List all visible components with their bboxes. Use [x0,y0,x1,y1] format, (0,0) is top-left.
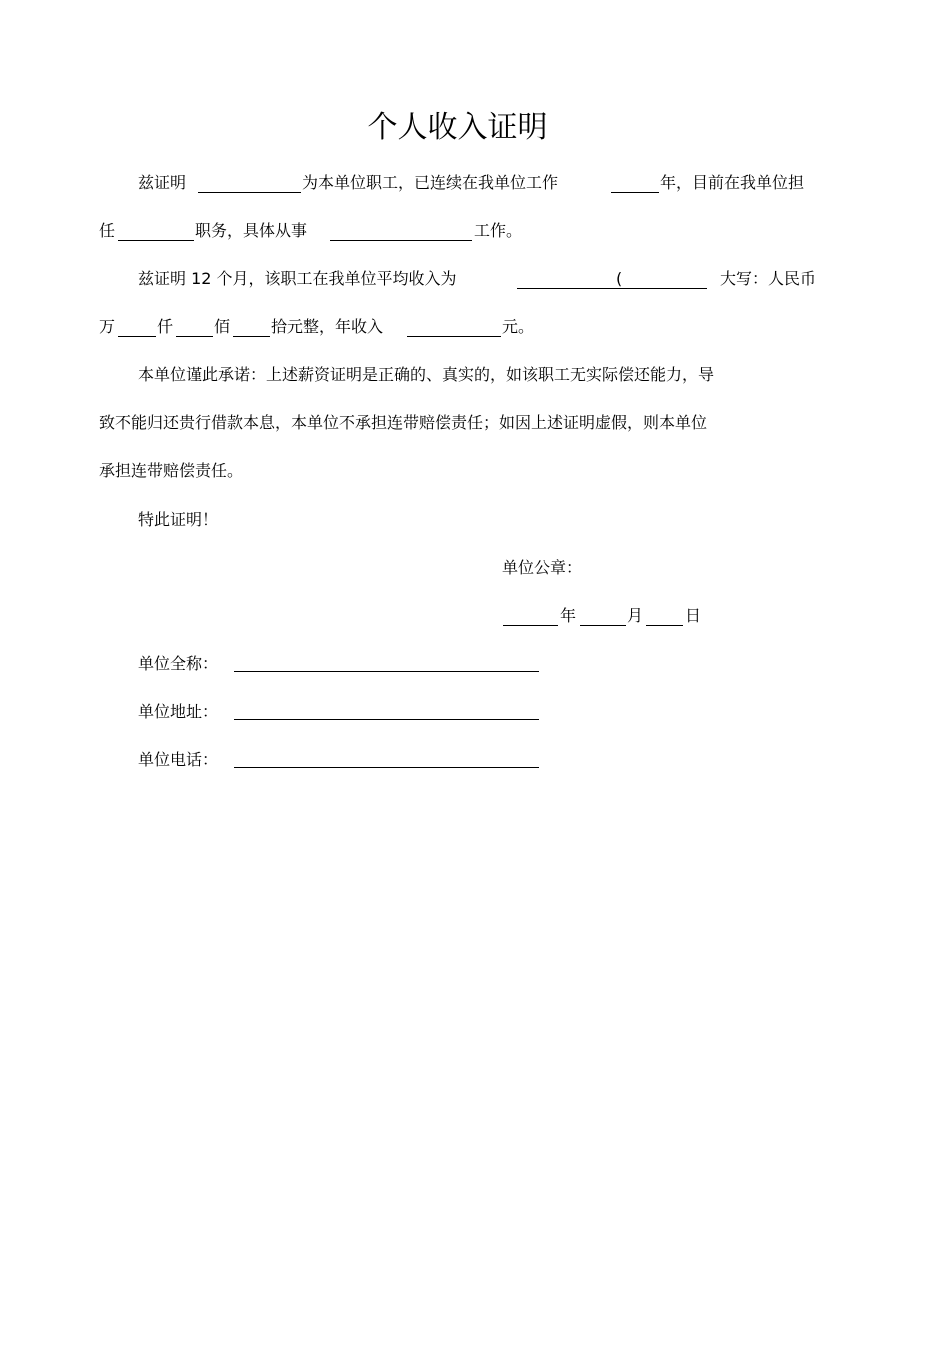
para3-line-3: 承担连带赔偿责任。 [99,461,244,480]
job-duty-blank[interactable] [330,240,472,241]
para2-bai: 佰 [214,317,231,336]
company-address-label: 单位地址： [138,702,219,721]
company-phone-blank[interactable] [234,767,539,768]
annual-income-blank[interactable] [407,336,501,337]
closing-text: 特此证明！ [138,510,219,529]
para2-text-1: 兹证明 12 个月，该职工在我单位平均收入为 [138,269,457,288]
wan-blank[interactable] [118,336,156,337]
company-name-label: 单位全称： [138,654,219,673]
years-worked-blank[interactable] [611,192,659,193]
company-address-blank[interactable] [234,719,539,720]
date-day-label: 日 [685,606,702,625]
para1-text-4: 任 [99,221,116,240]
para3-line-2: 致不能归还贵行借款本息，本单位不承担连带赔偿责任；如因上述证明虚假，则本单位 [99,413,708,432]
date-year-label: 年 [560,606,577,625]
para1-text-3: 年，目前在我单位担 [660,173,805,192]
para1-text-5: 职务，具体从事 [195,221,308,240]
para3-line-1: 本单位谨此承诺：上述薪资证明是正确的、真实的，如该职工无实际偿还能力，导 [138,365,715,384]
para1-text-1: 兹证明 [138,173,187,192]
para2-wan: 万 [99,317,116,336]
company-phone-label: 单位电话： [138,750,219,769]
date-month-blank[interactable] [580,625,626,626]
company-name-blank[interactable] [234,671,539,672]
para2-shi: 拾元整，年收入 [271,317,384,336]
document-title: 个人收入证明 [367,110,548,145]
para1-text-2: 为本单位职工，已连续在我单位工作 [302,173,559,192]
para2-text-2: 大写：人民币 [720,269,817,288]
para2-yuan: 元。 [502,317,535,336]
bai-blank[interactable] [233,336,270,337]
monthly-income-blank[interactable] [517,288,707,289]
date-month-label: 月 [627,606,644,625]
para1-text-6: 工作。 [474,221,523,240]
para2-qian: 仟 [157,317,174,336]
date-day-blank[interactable] [646,625,683,626]
position-blank[interactable] [118,240,194,241]
employee-name-blank[interactable] [198,192,301,193]
seal-label: 单位公章： [502,558,583,577]
para2-paren: ( [616,269,623,288]
qian-blank[interactable] [176,336,213,337]
date-year-blank[interactable] [503,625,558,626]
